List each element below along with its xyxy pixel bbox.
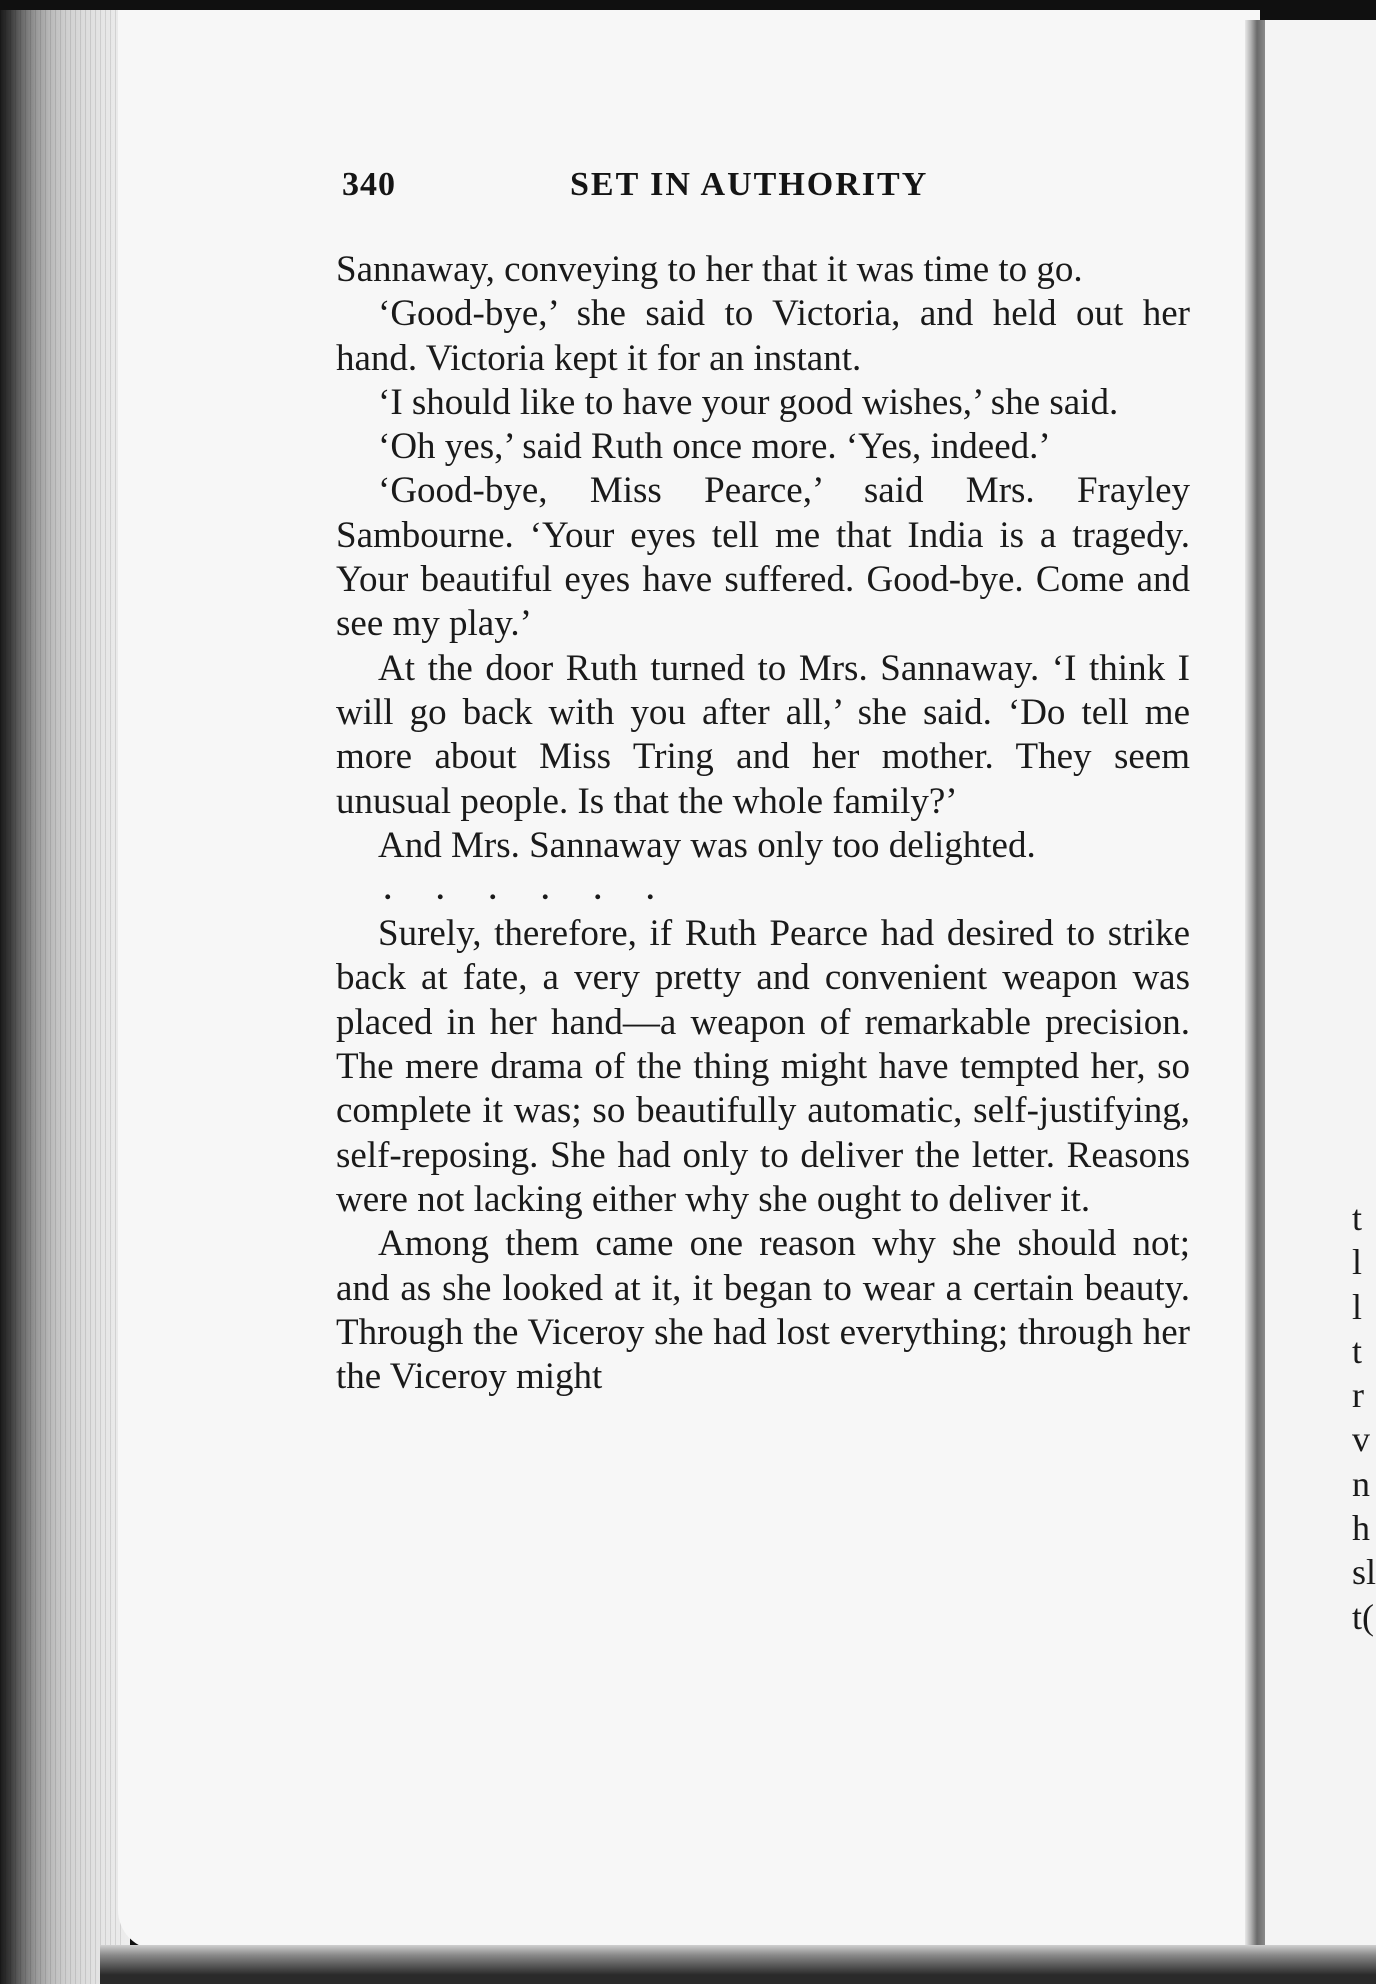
paragraph: ‘Good-bye, Miss Pearce,’ said Mrs. Frayley Sambourne. ‘Your eyes tell me that India is a tragedy. Your beautiful eyes have suffered. Good-bye. Come and see my play.’	[336, 470, 1190, 645]
page-number: 340	[342, 166, 396, 203]
facing-glyph: t	[1352, 1330, 1363, 1371]
section-break	[336, 868, 1190, 912]
running-header	[342, 166, 982, 216]
paragraph: ‘I should like to have your good wishes,’ she said.	[378, 381, 1119, 423]
facing-glyph: r	[1352, 1375, 1364, 1416]
facing-glyph: t(	[1352, 1596, 1374, 1637]
paragraph: Among them came one reason why she should not; and as she looked at it, it began to wear a certain beauty. Through the Viceroy she had lost everything; through her the Viceroy might	[336, 1223, 1190, 1398]
body-text	[336, 248, 1190, 1399]
facing-glyph: l	[1352, 1286, 1363, 1327]
paragraph: At the door Ruth turned to Mrs. Sannaway. ‘I think I will go back with you after all,’ she said. ‘Do tell me more about Miss Tring and her mother. They seem unusual people. Is that the whole family?’	[336, 647, 1190, 822]
facing-glyph: sl	[1352, 1552, 1376, 1593]
paragraph: ‘Good-bye,’ she said to Victoria, and held out her hand. Victoria kept it for an instant.	[336, 293, 1190, 379]
section-break-dots: . . . . . .	[384, 873, 654, 907]
book-gutter	[1245, 20, 1265, 1960]
facing-glyph: t	[1352, 1198, 1363, 1238]
facing-glyph: n	[1352, 1463, 1370, 1504]
paragraph: Sannaway, conveying to her that it was time to go.	[336, 249, 1083, 290]
paragraph: And Mrs. Sannaway was only too delighted.	[378, 824, 1036, 866]
bottom-page-edge	[100, 1945, 1376, 1984]
facing-glyph: h	[1352, 1508, 1370, 1549]
page-edge-lines	[0, 10, 125, 1984]
running-title: SET IN AUTHORITY	[570, 166, 929, 203]
facing-glyph: l	[1352, 1242, 1363, 1283]
facing-glyph: v	[1352, 1419, 1370, 1460]
paragraph: Surely, therefore, if Ruth Pearce had desired to strike back at fate, a very pretty and convenient weapon was placed in her hand—a weapon of remarkable precision. The mere drama of the thing might have tempted her, so complete it was; so beautifully automatic, self-justifying, self-reposing. She had only to deliver the letter. Reasons were not lacking either why she ought to deliver it.	[336, 913, 1190, 1220]
paragraph: ‘Oh yes,’ said Ruth once more. ‘Yes, indeed.’	[378, 426, 1051, 468]
facing-page	[1265, 20, 1376, 1950]
facing-page-text	[1352, 1196, 1376, 1639]
